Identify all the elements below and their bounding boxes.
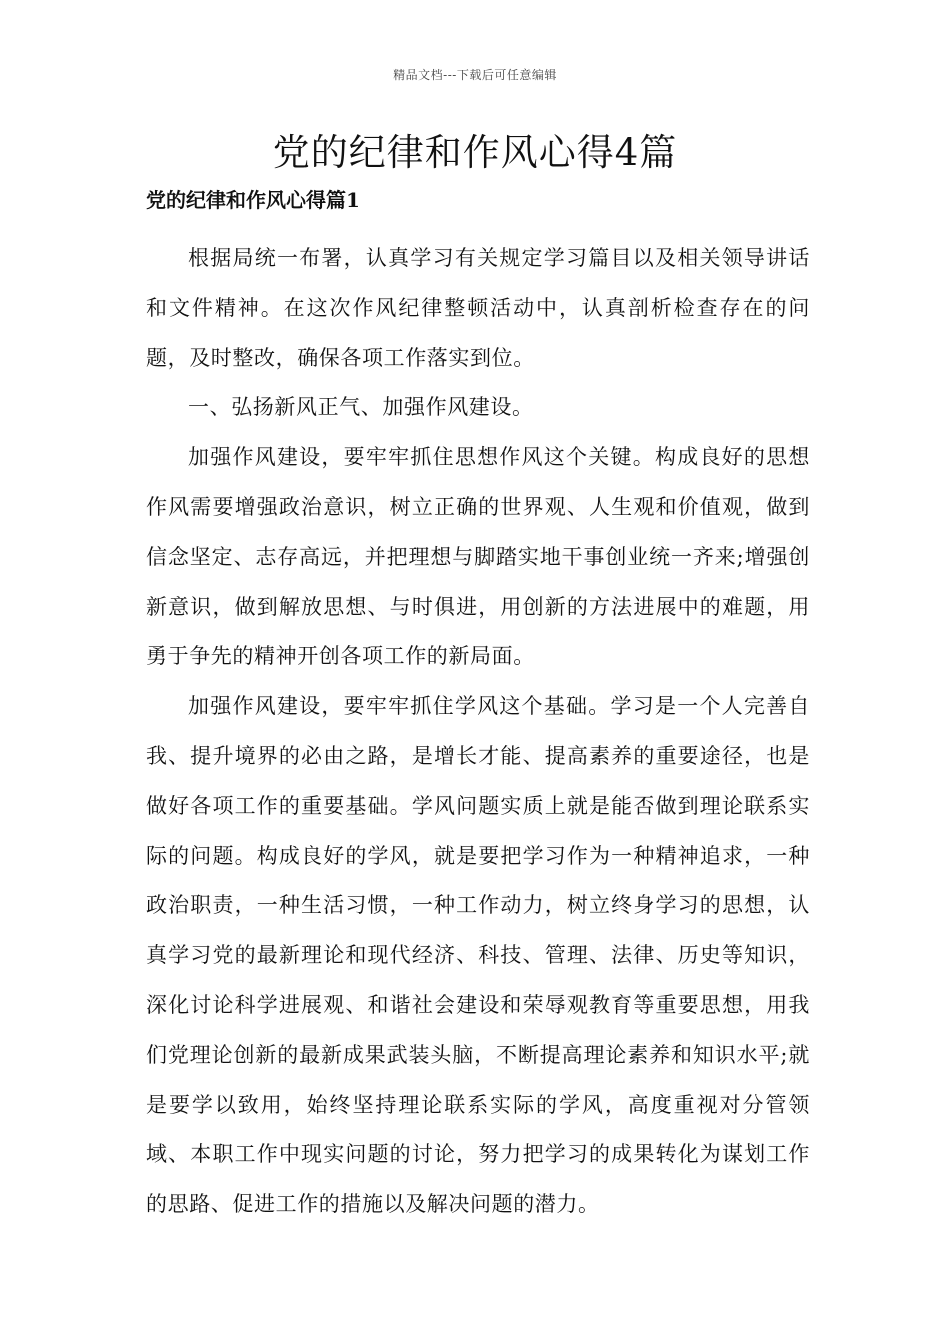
document-body [146, 234, 810, 1230]
paragraph-thought-style: 加强作风建设，要牢牢抓住思想作风这个关键。构成良好的思想作风需要增强政治意识，树立正确的世界观、人生观和价值观，做到信念坚定、志存高远，并把理想与脚踏实地干事创业统一齐来;增强创新意识，做到解放思想、与时俱进，用创新的方法进展中的难题，用勇于争先的精神开创各项工作的新局面。 [146, 445, 810, 669]
document-title: 党的纪律和作风心得4篇 [272, 131, 678, 174]
paragraph-study-style: 加强作风建设，要牢牢抓住学风这个基础。学习是一个人完善自我、提升境界的必由之路，是增长才能、提高素养的重要途径，也是做好各项工作的重要基础。学风问题实质上就是能否做到理论联系实际的问题。构成良好的学风，就是要把学习作为一种精神追求，一种政治职责，一种生活习惯，一种工作动力，树立终身学习的思想，认真学习党的最新理论和现代经济、科技、管理、法律、历史等知识，深化讨论科学进展观、和谐社会建设和荣辱观教育等重要思想，用我们党理论创新的最新成果武装头脑，不断提高理论素养和知识水平;就是要学以致用，始终坚持理论联系实际的学风，高度重视对分管领域、本职工作中现实问题的讨论，努力把学习的成果转化为谋划工作的思路、促进工作的措施以及解决问题的潜力。 [146, 694, 810, 1217]
paragraph-subheading: 一、弘扬新风正气、加强作风建设。 [188, 395, 534, 420]
section-heading: 党的纪律和作风心得篇1 [146, 188, 360, 212]
paragraph-intro: 根据局统一布署，认真学习有关规定学习篇目以及相关领导讲话和文件精神。在这次作风纪律整顿活动中，认真剖析检查存在的问题，及时整改，确保各项工作落实到位。 [146, 246, 810, 370]
header-note: 精品文档---下载后可任意编辑 [393, 68, 557, 82]
